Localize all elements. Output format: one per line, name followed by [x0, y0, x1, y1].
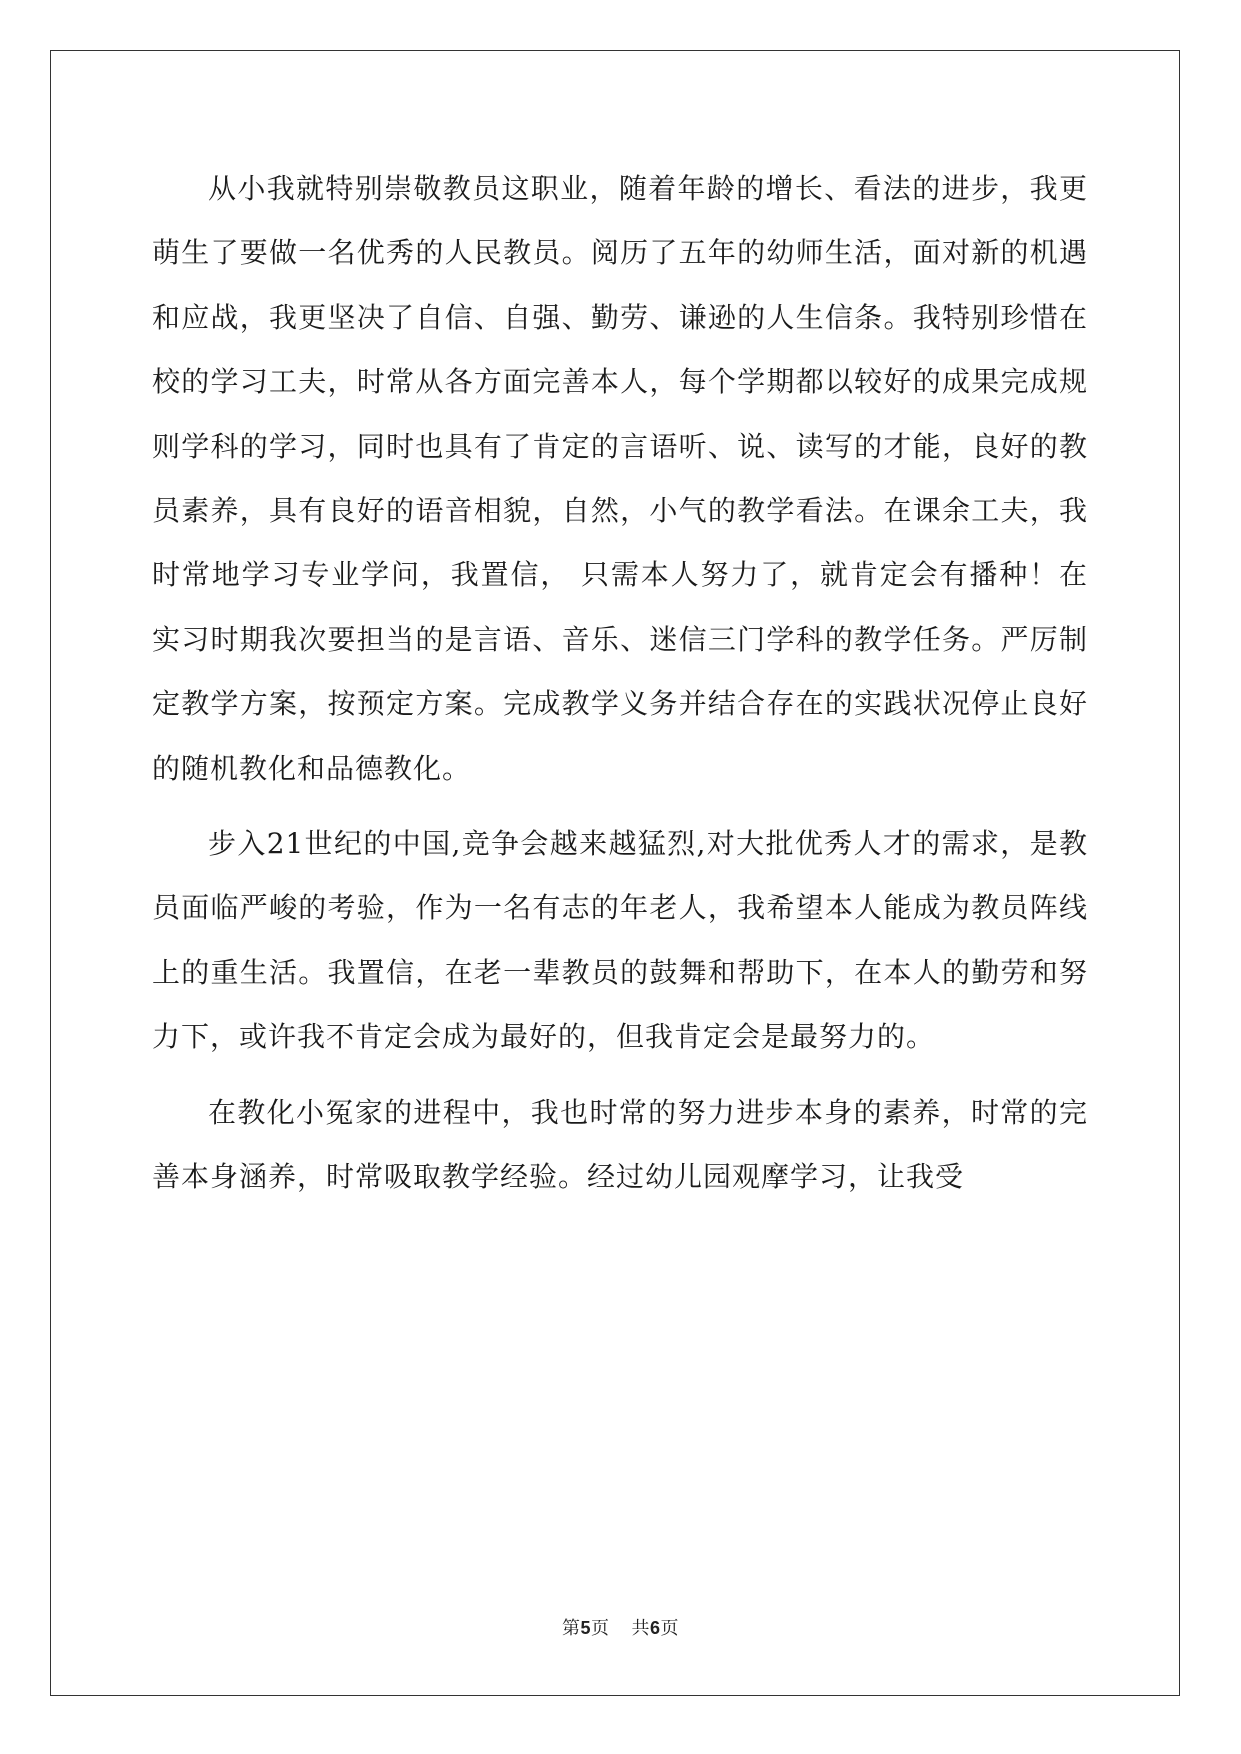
total-page-number: 6: [650, 1618, 661, 1638]
page-number-label: [562, 1618, 610, 1639]
page-total-label: [632, 1618, 680, 1639]
current-page-number: 5: [580, 1618, 591, 1638]
total-prefix: 共: [631, 1618, 650, 1639]
total-suffix: 页: [660, 1618, 680, 1639]
paragraph-3: 在教化小冤家的进程中，我也时常的努力进步本身的素养，时常的完善本身涵养，时常吸取教学经验。经过幼儿园观摩学习，让我受: [152, 1095, 1088, 1194]
page-footer: [0, 1614, 1241, 1640]
paragraph-2: 步入21世纪的中国,竞争会越来越猛烈,对大批优秀人才的需求，是教员面临严峻的考验，作为一名有志的年老人，我希望本人能成为教员阵线上的重生活。我置信，在老一辈教员的鼓舞和帮助下，在本人的勤劳和努力下，或许我不肯定会成为最好的，但我肯定会是最努力的。: [152, 827, 1088, 1054]
paragraph-1: 从小我就特别崇敬教员这职业，随着年龄的增长、看法的进步，我更萌生了要做一名优秀的人民教员。阅历了五年的幼师生活，面对新的机遇和应战，我更坚决了自信、自强、勤劳、谦逊的人生信条。我特别珍惜在校的学习工夫，时常从各方面完善本人，每个学期都以较好的成果完成规则学科的学习，同时也具有了肯定的言语听、说、读写的才能，良好的教员素养，具有良好的语音相貌，自然，小气的教学看法。在课余工夫，我时常地学习专业学问，我置信， 只需本人努力了，就肯定会有播种！在实习时期我次要担当的是言语、音乐、迷信三门学科的教学任务。严厉制定教学方案，按预定方案。完成教学义务并结合存在的实践状况停止良好的随机教化和品德教化。: [152, 172, 1088, 785]
page-suffix: 页: [591, 1618, 610, 1639]
document-body: [152, 157, 1088, 1210]
page-prefix: 第: [561, 1618, 581, 1639]
